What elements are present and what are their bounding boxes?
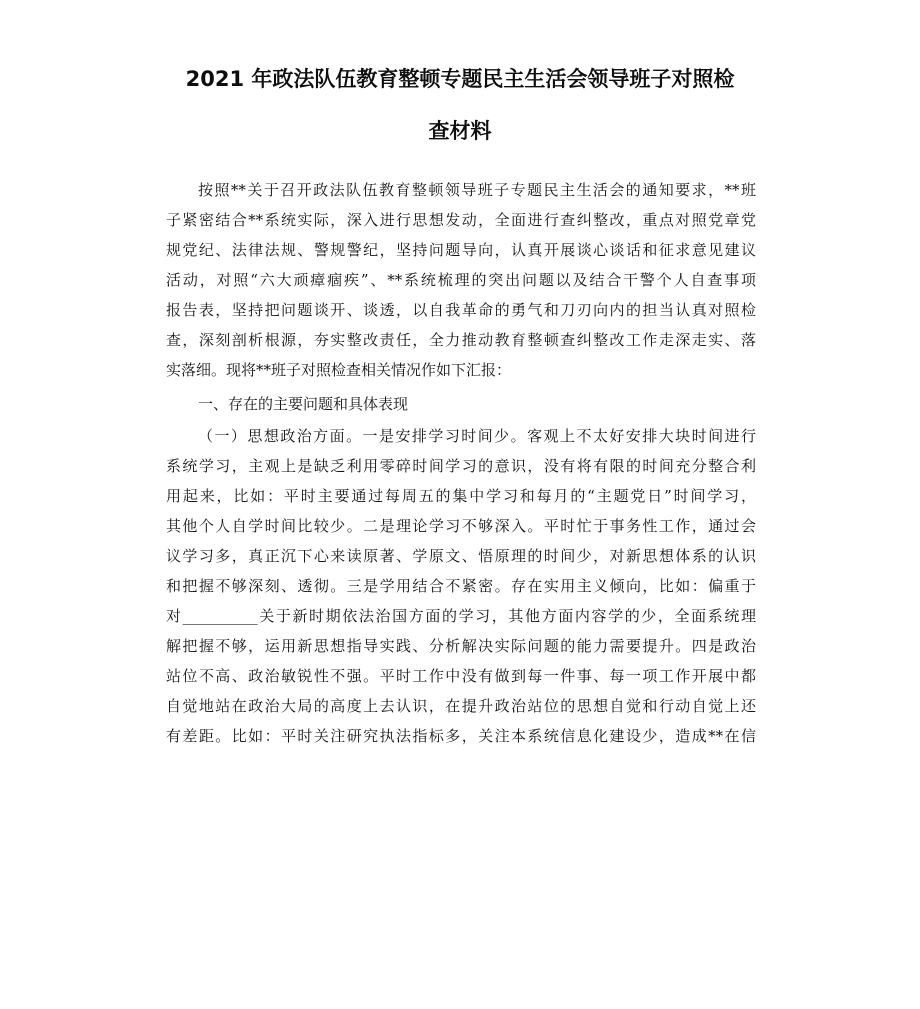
paragraph-line: 用起来，比如：平时主要通过每周五的集中学习和每月的“主题党日”时间学习， — [166, 487, 756, 505]
paragraph-line: 查，深刻剖析根源，夯实整改责任，全力推动教育整顿查纠整改工作走深走实、落 — [166, 331, 756, 349]
paragraph-line: 站位不高、政治敏锐性不强。平时工作中没有做到每一件事、每一项工作开展中都 — [166, 667, 756, 685]
paragraph-line: 实落细。现将**班子对照检查相关情况作如下汇报： — [166, 361, 512, 379]
paragraph-line: 按照**关于召开政法队伍教育整顿领导班子专题民主生活会的通知要求，**班 — [198, 181, 756, 199]
paragraph-line: 活动，对照“六大顽瘴痼疾”、**系统梳理的突出问题以及结合干警个人自查事项 — [166, 271, 756, 289]
paragraph-line: 和把握不够深刻、透彻。三是学用结合不紧密。存在实用主义倾向，比如：偏重于 — [166, 577, 756, 595]
paragraph-line: 报告表，坚持把问题谈开、谈透，以自我革命的勇气和刀刃向内的担当认真对照检 — [166, 301, 756, 319]
paragraph-line: 解把握不够，运用新思想指导实践、分析解决实际问题的能力需要提升。四是政治 — [166, 637, 756, 655]
paragraph-line: 有差距。比如：平时关注研究执法指标多，关注本系统信息化建设少，造成**在信 — [166, 727, 756, 745]
paragraph-line: 规党纪、法律法规、警规警纪，坚持问题导向，认真开展谈心谈话和征求意见建议 — [166, 241, 756, 259]
document-title-line-1: 2021 年政法队伍教育整顿专题民主生活会领导班子对照检 — [185, 67, 735, 91]
document-title-line-2: 查材料 — [428, 119, 492, 143]
paragraph-line: 子紧密结合**系统实际，深入进行思想发动，全面进行查纠整改，重点对照党章党 — [166, 211, 756, 229]
paragraph-line: 对__________关于新时期依法治国方面的学习，其他方面内容学的少，全面系统理 — [166, 607, 756, 625]
paragraph-line: 议学习多，真正沉下心来读原著、学原文、悟原理的时间少，对新思想体系的认识 — [166, 547, 756, 565]
paragraph-line: 自觉地站在政治大局的高度上去认识，在提升政治站位的思想自觉和行动自觉上还 — [166, 697, 756, 715]
section-heading: 一、存在的主要问题和具体表现 — [198, 395, 409, 413]
paragraph-line: 其他个人自学时间比较少。二是理论学习不够深入。平时忙于事务性工作，通过会 — [166, 517, 756, 535]
paragraph-line: （一）思想政治方面。一是安排学习时间少。客观上不太好安排大块时间进行 — [198, 427, 756, 445]
paragraph-line: 系统学习，主观上是缺乏利用零碎时间学习的意识，没有将有限的时间充分整合利 — [166, 457, 756, 475]
